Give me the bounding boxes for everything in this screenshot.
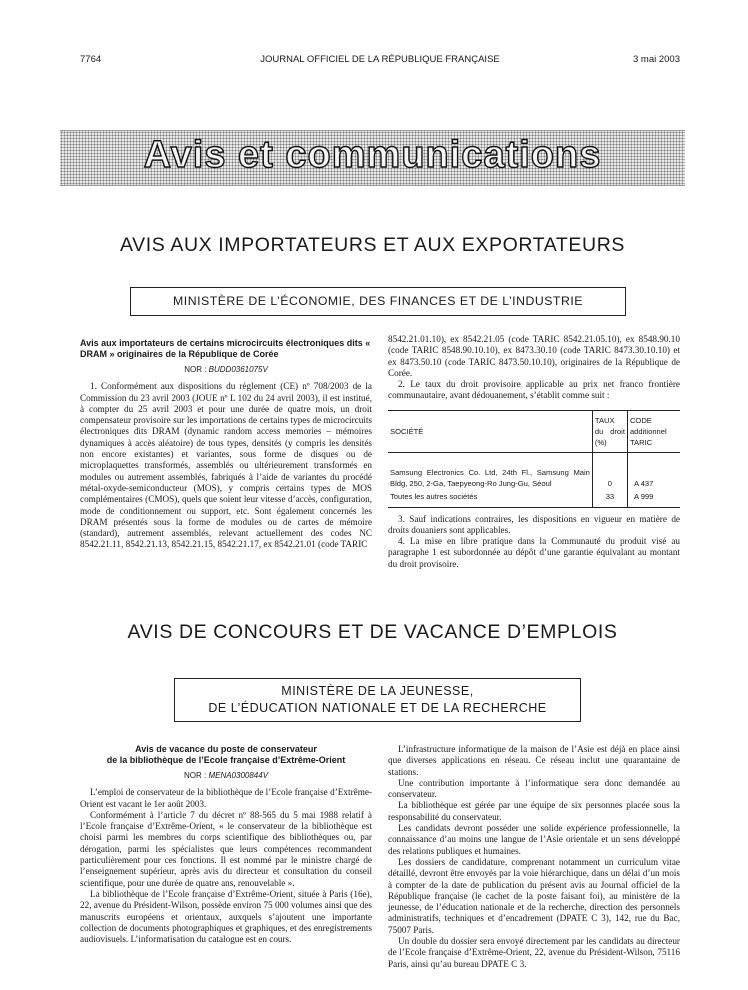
cell-taux: 0 xyxy=(592,452,627,490)
duty-rate-table xyxy=(388,410,680,508)
section-title-importateurs: AVIS AUX IMPORTATEURS ET AUX EXPORTATEURS xyxy=(120,234,625,256)
table-row xyxy=(388,490,680,507)
nor-code: MENA0300844V xyxy=(208,771,269,780)
ministry-box-economie xyxy=(130,287,626,316)
paragraph-1-continued: 8542.21.01.10), ex 8542.21.05 (code TARIC 8542.21.05.10), ex 8548.90.10 (code TARIC 8548.90.10.10), ex 8473.30.10 (code TARIC 8473.30.10.10) et ex 8473.50.10 (code TARIC 8473.50.10.10), originaires de la République de Corée. xyxy=(388,334,680,378)
left-paragraph: La bibliothèque de l’Ecole française d’Extrême-Orient, située à Paris (16e), 22, avenue du Président-Wilson, possède environ 75 000 volumes ainsi que des manuscrits européens et orientaux, auxquels s’ajoutent une importante collection de documents photographiques et graphiques, et des enregistrements audiovisuels. L’informatisation du catalogue est en cours. xyxy=(80,888,372,945)
nor-reference xyxy=(80,770,372,781)
column-header-societe: SOCIÉTÉ xyxy=(388,410,592,452)
paragraph-2: 2. Le taux du droit provisoire applicable au prix net franco frontière communautaire, avant dédouanement, s’établit comme suit : xyxy=(388,379,680,401)
right-paragraph: Les dossiers de candidature, comprenant notamment un curriculum vitae détaillé, devront être envoyés par la voie hiérarchique, dans un délai d’un mois à compter de la date de publication du présent avis au Journal officiel de la République française (le cachet de la poste faisant foi), au ministère de la jeunesse, de l’éducation nationale et de la recherche, direction des personnels administratifs, techniques et d’encadrement (DPATE C 3), 142, rue du Bac, 75007 Paris. xyxy=(388,856,680,935)
left-paragraph: Conformément à l’article 7 du décret nº 88-565 du 5 mai 1988 relatif à l’Ecole française d’Extrême-Orient, « le conservateur de la bibliothèque est choisi parmi les membres du corps scientifique des bibliothèques ou, par dérogation, parmi les spécialistes que leurs compétences recommandent particulièrement pour ces fonctions. Il est nommé par le ministre chargé de l’enseignement supérieur, après avis du directeur et consultation du conseil scientifique, pour une durée de quatre ans, renouvelable ». xyxy=(80,809,372,888)
right-paragraph: Un double du dossier sera envoyé directement par les candidats au directeur de l’Ecole française d’Extrême-Orient, 22, avenue du Président-Wilson, 75116 Paris, ainsi qu’au bureau DPATE C 3. xyxy=(388,936,680,969)
page-header xyxy=(80,54,680,68)
left-paragraph: L’emploi de conservateur de la bibliothèque de l’Ecole française d’Extrême-Orient est vacant le 1er août 2003. xyxy=(80,787,372,809)
ministry-line-1: MINISTÈRE DE LA JEUNESSE, xyxy=(281,684,474,698)
article-dram-right-column xyxy=(388,334,680,570)
banner-title: Avis et communications xyxy=(143,134,602,176)
article-dram-left-column xyxy=(80,338,372,551)
article-title: Avis aux importateurs de certains microcircuits électroniques dits « DRAM » originaires de la République de Corée xyxy=(80,338,371,359)
paragraph-1: 1. Conformément aux dispositions du règlement (CE) nº 708/2003 de la Commission du 23 avril 2003 (JOUE nº L 102 du 24 avril 2003), il est institué, à compter du 25 avril 2003 et pour une durée de quatre mois, un droit compensateur provisoire sur les importations de certains types de microcircuits électroniques dits DRAM (dynamic random access memories – mémoires dynamiques à accès aléatoire) de tous types, densités (y compris les densités non encore existantes) et variantes, sous forme de disques ou de microplaquettes transformés, assemblés ou ultérieurement transformés en modules ou autrement assemblés, fabriqués à l’aide de variantes du procédé métal-oxyde-semiconducteur (MOS), y compris certains types de MOS complémentaires (CMOS), quels que soient leur vitesse d’accès, configuration, mode de conditionnement ou support, etc. Sont également concernés les DRAM présentés sous la forme de modules ou de cartes de mémoire (standard), autrement assemblés, relevant actuellement des codes NC 8542.21.11, 8542.21.13, 8542.21.15, 8542.21.17, ex 8542.21.01 (code TARIC xyxy=(80,381,372,550)
cell-taux: 33 xyxy=(592,490,627,507)
column-header-code: CODE additionnel TARIC xyxy=(627,410,680,452)
ministry-box-jeunesse xyxy=(174,678,581,722)
right-paragraph: L’infrastructure informatique de la maison de l’Asie est déjà en place ainsi que diverses applications en réseau. Ce réseau inclut une quarantaine de stations. xyxy=(388,744,680,777)
right-paragraph: La bibliothèque est gérée par une équipe de six personnes placée sous la responsabilité du conservateur. xyxy=(388,800,680,822)
article-title-line-2: de la bibliothèque de l’Ecole française d’Extrême-Orient xyxy=(106,754,346,765)
paragraph-3: 3. Sauf indications contraires, les dispositions en vigueur en matière de droits douaniers sont applicables. xyxy=(388,513,680,535)
cell-code: A 999 xyxy=(627,490,680,507)
table-row xyxy=(388,452,680,490)
ministry-line-2: DE L’ÉDUCATION NATIONALE ET DE LA RECHERCHE xyxy=(208,701,547,715)
nor-code: BUDD0361075V xyxy=(208,365,268,374)
cell-code: A 437 xyxy=(627,452,680,490)
right-paragraph: Les candidats devront posséder une solide expérience professionnelle, la connaissance d’au moins une langue de l’Asie orientale et un sens développé des relations publiques et humaines. xyxy=(388,823,680,856)
nor-reference xyxy=(80,364,372,375)
article-title xyxy=(80,744,372,765)
paragraph-4: 4. La mise en libre pratique dans la Communauté du produit visé au paragraphe 1 est subordonnée au dépôt d’une garantie équivalant au montant du droit provisoire. xyxy=(388,536,680,569)
table-header-row xyxy=(388,410,680,452)
section-banner xyxy=(60,130,685,186)
issue-date: 3 mai 2003 xyxy=(632,54,680,65)
journal-title: JOURNAL OFFICIEL DE LA RÉPUBLIQUE FRANÇAISE xyxy=(260,54,500,65)
article-conservateur-left-column xyxy=(80,744,372,945)
section-title-concours: AVIS DE CONCOURS ET DE VACANCE D’EMPLOIS xyxy=(127,621,618,643)
nor-label: NOR : xyxy=(183,771,207,780)
page-number: 7764 xyxy=(80,54,102,65)
article-title-line-1: Avis de vacance du poste de conservateur xyxy=(135,744,317,754)
article-conservateur-right-column xyxy=(388,744,680,970)
cell-societe: Samsung Electronics Co. Ltd, 24th Fl., Samsung Main Bldg, 250, 2-Ga, Taepyeong-Ro Jung-Gu, Séoul xyxy=(390,467,590,488)
column-header-taux: TAUX du droit (%) xyxy=(592,410,627,452)
ministry-name: MINISTÈRE DE L’ÉCONOMIE, DES FINANCES ET DE L’INDUSTRIE xyxy=(173,294,583,308)
right-paragraph: Une contribution importante à l’informatique sera donc demandée au conservateur. xyxy=(388,777,680,800)
nor-label: NOR : xyxy=(184,365,207,374)
cell-societe: Toutes les autres sociétés xyxy=(388,490,592,507)
